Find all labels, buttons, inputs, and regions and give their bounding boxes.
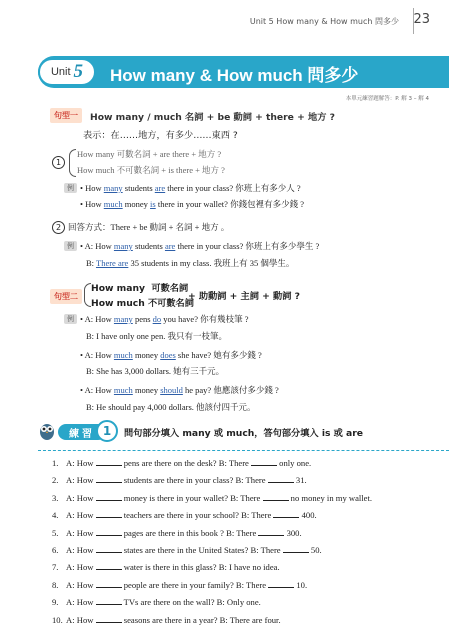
item-number: 1. bbox=[52, 458, 59, 468]
pattern2-example-3-q: • A: How much money should he pay? 他應該付多少錢 ? bbox=[80, 385, 279, 395]
item-text-end: 10. bbox=[294, 579, 308, 590]
item-question-start: A: How bbox=[66, 579, 96, 590]
practice-item bbox=[52, 475, 307, 485]
pattern1-formula: How many / much 名詞 + be 動詞 + there + 地方 ? bbox=[90, 111, 335, 123]
item-text: TVs are there on the wall? B: Only one. bbox=[121, 597, 261, 608]
item-text: money is there in your wallet? B: There bbox=[121, 492, 263, 503]
item-text: pages are there in this book ? B: There bbox=[121, 527, 259, 538]
answer-blank[interactable] bbox=[283, 545, 309, 553]
item-number: 6. bbox=[52, 545, 59, 555]
item-text-end: no money in my wallet. bbox=[288, 492, 373, 503]
item-number: 4. bbox=[52, 510, 59, 521]
example-icon: 例 bbox=[64, 183, 77, 193]
pattern1-brace bbox=[69, 149, 76, 177]
answer-example-a: B: There are 35 students in my class. 我班上有 35 個學生。 bbox=[86, 258, 295, 268]
item-text: states are there in the United States? B: There bbox=[121, 545, 283, 555]
item-question-start: A: How bbox=[66, 492, 96, 503]
answer-blank[interactable] bbox=[273, 510, 299, 518]
practice-instruction: 問句部分填入 many 或 much，答句部分填入 is 或 are bbox=[124, 428, 363, 439]
answer-blank[interactable] bbox=[96, 528, 122, 536]
pattern2-row2: How much 不可數名詞 bbox=[91, 298, 194, 309]
pattern1-example-1: • How many students are there in your class? 你班上有多少人 ? bbox=[80, 183, 301, 193]
answer-blank[interactable] bbox=[268, 475, 294, 483]
answer-reference: 本單元練習題解答：P. 解 3 – 解 4 bbox=[345, 96, 429, 102]
pattern1-header bbox=[50, 108, 335, 123]
pattern1-row2: How much 不可數名詞 + is there + 地方 ? bbox=[77, 165, 225, 175]
example-icon: 例 bbox=[64, 241, 77, 251]
item-number: 2. bbox=[52, 475, 59, 486]
pattern1-example-2: • How much money is there in your wallet? 你錢包裡有多少錢 ? bbox=[80, 199, 304, 209]
owl-icon bbox=[38, 420, 56, 440]
item-question-start: A: How bbox=[66, 458, 96, 468]
pattern2-example-1-a: B: I have only one pen. 我只有一枝筆。 bbox=[86, 331, 227, 341]
practice-item bbox=[52, 580, 307, 590]
unit-number: 5 bbox=[73, 61, 84, 82]
item-text: pens are there on the desk? B: There bbox=[121, 458, 252, 468]
practice-item bbox=[52, 528, 302, 538]
page-number: 23 bbox=[413, 12, 430, 27]
answer-blank[interactable] bbox=[263, 493, 289, 501]
running-header: Unit 5 How many & How much 問多少 bbox=[249, 17, 399, 26]
unit-word: Unit bbox=[50, 66, 71, 78]
item-text-end: only one. bbox=[277, 458, 312, 468]
item-number: 3. bbox=[52, 492, 59, 503]
answer-blank[interactable] bbox=[96, 615, 122, 623]
answer-blank[interactable] bbox=[96, 580, 122, 588]
answer-blank[interactable] bbox=[96, 597, 122, 605]
answer-blank[interactable] bbox=[96, 510, 122, 518]
practice-divider bbox=[38, 450, 449, 451]
pattern2-example-2-q: • A: How much money does she have? 她有多少錢 ? bbox=[80, 350, 262, 360]
item-text: seasons are there in a year? B: There are four. bbox=[121, 614, 281, 625]
answer-example-q: • A: How many students are there in your class? 你班上有多少學生 ? bbox=[80, 241, 320, 251]
item-number: 10. bbox=[52, 614, 63, 625]
practice-item bbox=[52, 597, 261, 607]
answer-blank[interactable] bbox=[96, 545, 122, 553]
answer-blank[interactable] bbox=[96, 493, 122, 501]
circle-number-1: 1 bbox=[52, 156, 65, 169]
item-text: people are there in your family? B: There bbox=[121, 579, 269, 590]
item-number: 7. bbox=[52, 562, 59, 573]
answer-blank[interactable] bbox=[268, 580, 294, 588]
practice-item bbox=[52, 562, 280, 572]
pattern2-brace bbox=[84, 283, 91, 307]
item-question-start: A: How bbox=[66, 614, 96, 625]
item-text-end: 300. bbox=[284, 527, 302, 538]
answer-formula: 回答方式：There + be 動詞 + 名詞 + 地方 。 bbox=[68, 222, 230, 232]
item-question-start: A: How bbox=[66, 510, 96, 521]
pattern1-tag: 句型一 bbox=[50, 108, 82, 123]
practice-number: 1 bbox=[96, 420, 118, 442]
answer-blank[interactable] bbox=[96, 458, 122, 466]
item-text-end: 400. bbox=[299, 510, 317, 521]
item-number: 9. bbox=[52, 597, 59, 608]
pattern2-rest: + 助動詞 + 主詞 + 動詞 ? bbox=[188, 291, 300, 302]
pattern1-row1: How many 可數名詞 + are there + 地方 ? bbox=[77, 149, 222, 159]
practice-item bbox=[52, 493, 372, 503]
pattern2-example-3-a: B: He should pay 4,000 dollars. 他該付四千元。 bbox=[86, 402, 256, 412]
item-question-start: A: How bbox=[66, 545, 96, 555]
pattern2-example-1-q: • A: How many pens do you have? 你有幾枝筆 ? bbox=[80, 314, 249, 324]
practice-item bbox=[52, 458, 311, 468]
item-question-start: A: How bbox=[66, 475, 96, 486]
pattern2-example-2-a: B: She has 3,000 dollars. 她有三千元。 bbox=[86, 366, 225, 376]
pattern2-row1: How many 可數名詞 bbox=[91, 283, 189, 294]
circle-number-2: 2 bbox=[52, 221, 65, 234]
item-text-end: 50. bbox=[308, 545, 322, 555]
item-question-start: A: How bbox=[66, 527, 96, 538]
unit-badge bbox=[38, 58, 96, 86]
item-text: teachers are there in your school? B: There bbox=[121, 510, 274, 521]
item-number: 8. bbox=[52, 579, 59, 590]
item-text: water is there in this glass? B: I have no idea. bbox=[121, 562, 280, 573]
pattern2-tag: 句型二 bbox=[50, 289, 82, 304]
answer-blank[interactable] bbox=[251, 458, 277, 466]
item-text-end: 31. bbox=[293, 475, 307, 486]
practice-item bbox=[52, 545, 322, 555]
answer-blank[interactable] bbox=[96, 562, 122, 570]
item-question-start: A: How bbox=[66, 597, 96, 608]
example-icon: 例 bbox=[64, 314, 77, 324]
practice-item bbox=[52, 510, 317, 520]
page-title: How many & How much 問多少 bbox=[110, 66, 359, 85]
pattern1-meaning: 表示：在……地方，有多少……東西 ? bbox=[83, 130, 238, 141]
practice-item bbox=[52, 615, 281, 625]
answer-blank[interactable] bbox=[96, 475, 122, 483]
answer-blank[interactable] bbox=[258, 528, 284, 536]
item-number: 5. bbox=[52, 527, 59, 538]
item-question-start: A: How bbox=[66, 562, 96, 573]
practice-label: 練習 bbox=[58, 424, 106, 440]
item-text: students are there in your class? B: There bbox=[121, 475, 268, 486]
